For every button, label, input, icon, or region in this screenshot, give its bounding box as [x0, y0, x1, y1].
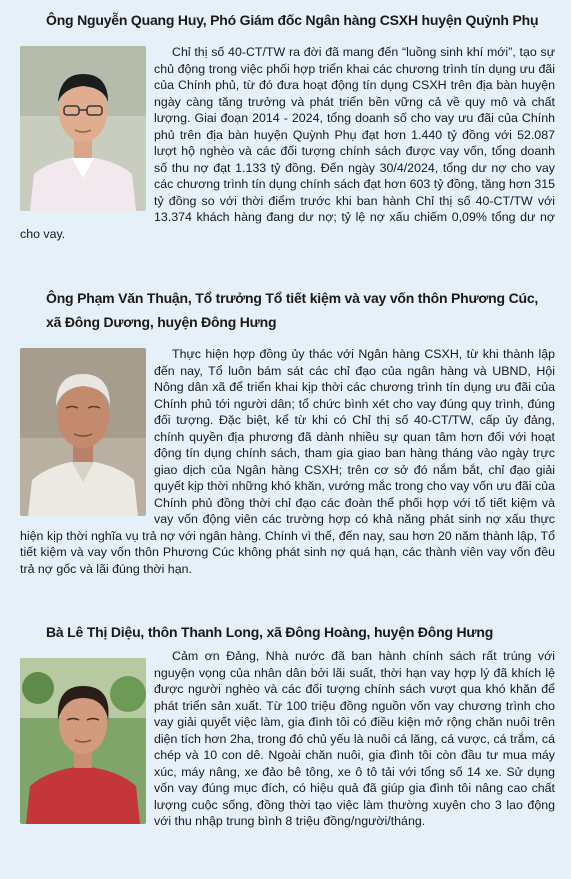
- section-3-heading: Bà Lê Thị Diệu, thôn Thanh Long, xã Đông Hoàng, huyện Đông Hưng: [46, 624, 494, 640]
- section-3-paragraph: Cảm ơn Đảng, Nhà nước đã ban hành chính sách rất trúng với nguyện vọng của nhân dân bởi lãi suất, thời hạn vay hợp lý đã khích lệ được người nghèo và các đối tượng chính sách vượt qua khó khăn để phát triển sản xuất. Từ 100 triệu đồng nguồn vốn vay chương trình cho vay giải quyết việc làm, gia đình tôi có điều kiện mở rộng chăn nuôi trên diện tích hơn 2ha, trong đó chủ yếu là nuôi cá lăng, cá vược, cá trắm, cá chép và 10 con dê. Ngoài chăn nuôi, gia đình tôi còn đầu tư mua máy xúc, máy nâng, xe đảo bê tông, xe ô tô tải với tổng số 14 xe. Sử dụng vốn vay đúng mục đích, có hiệu quả đã giúp gia đình tôi nâng cao chất lượng cuộc sống, đồng thời tạo việc làm thường xuyên cho 3 lao động với thu nhập trung bình 8 triệu đồng/người/tháng.: [154, 649, 555, 828]
- section-2-heading-line1: Ông Phạm Văn Thuận, Tổ trưởng Tổ tiết kiệm và vay vốn thôn Phương Cúc,: [46, 290, 539, 306]
- section-1-body: [20, 44, 555, 242]
- section-1-paragraph: Chỉ thị số 40-CT/TW ra đời đã mang đến “luồng sinh khí mới”, tạo sự chủ động trong việc phối hợp triển khai các chương trình tín dụng ưu đãi của Chính phủ, từ đó đưa hoạt động tín dụng CSXH trên địa bàn huyện ngày càng tăng trưởng và phát triển bền vững cả về quy mô và chất lượng. Giai đoạn 2014 - 2024, tổng doanh số cho vay ưu đãi của Chính phủ trên địa bàn huyện Quỳnh Phụ đạt hơn 1.440 tỷ đồng với 52.087 lượt hộ nghèo và các đối tượng chính sách được vay vốn, tổng doanh số thu nợ đạt 1.133 tỷ đồng. Đến ngày 30/4/2024, tổng dư nợ cho vay các chương trình tín dụng chính sách đạt hơn 603 tỷ đồng, tăng hơn 315 tỷ đồng so với thời điểm trước khi ban hành Chỉ thị số 40-CT/TW với 13.374 khách hàng đang dư nợ; tỷ lệ nợ xấu chiếm 0,09% tổng dư nợ cho vay.: [20, 45, 555, 241]
- section-1-heading: Ông Nguyễn Quang Huy, Phó Giám đốc Ngân hàng CSXH huyện Quỳnh Phụ: [46, 12, 539, 28]
- section-2-heading-line2: xã Đông Dương, huyện Đông Hưng: [46, 314, 277, 330]
- section-2-paragraph: Thực hiện hợp đồng ủy thác với Ngân hàng CSXH, từ khi thành lập đến nay, Tổ luôn bám sát các chỉ đạo của ngân hàng và UBND, Hội Nông dân xã để triển khai kịp thời các chương trình tín dụng ưu đãi của Chính phủ tới người dân; tổ chức bình xét cho vay đúng quy trình, đúng đối tượng. Đặc biệt, kể từ khi có Chỉ thị số 40-CT/TW, cấp ủy đảng, chính quyền địa phương đã dành nhiều sự quan tâm hơn đối với hoạt động tín dụng chính sách, tham gia giao ban hàng tháng vào ngày trực giao dịch của Ngân hàng CSXH; trên cơ sở đó nắm bắt, chỉ đạo giải quyết kịp thời những khó khăn, vướng mắc trong cho vay vốn ưu đãi của Chính phủ đồng thời chỉ đạo các đoàn thể phối hợp với tổ tiết kiệm và vay vốn động viên các trường hợp có khả năng phát sinh nợ xấu thực hiện kịp thời nghĩa vụ trả nợ với ngân hàng. Chính vì thế, đến nay, sau hơn 20 năm thành lập, Tổ tiết kiệm và vay vốn thôn Phương Cúc không phát sinh nợ quá hạn, các thành viên vay vốn đều trả nợ gốc và lãi đúng thời hạn.: [20, 347, 555, 576]
- section-2-body: [20, 346, 555, 577]
- section-3-body: [20, 648, 555, 830]
